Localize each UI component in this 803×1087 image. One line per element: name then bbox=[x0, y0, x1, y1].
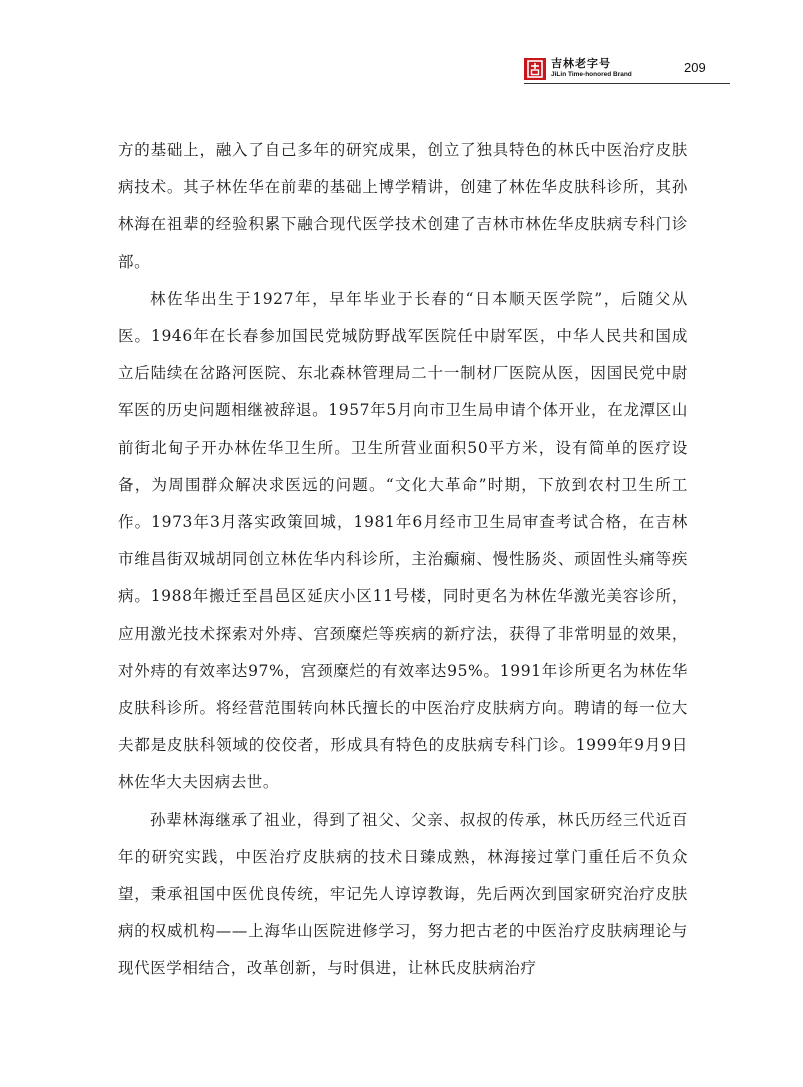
brand-name bbox=[551, 58, 661, 79]
brand-name-english: JiLin Time-honored Brand bbox=[551, 71, 632, 78]
seal-logo-icon bbox=[524, 58, 546, 80]
header-rule bbox=[524, 83, 730, 84]
paragraph-1: 方的基础上，融入了自己多年的研究成果，创立了独具特色的林氏中医治疗皮肤病技术。其子林佐华在前辈的基础上博学精讲，创建了林佐华皮肤科诊所，其孙林海在祖辈的经验积累下融合现代医学技术创建了吉林市林佐华皮肤病专科门诊部。 bbox=[118, 141, 688, 271]
body-text bbox=[118, 132, 688, 988]
paragraph-2: 林佐华出生于1927年，早年毕业于长春的“日本顺天医学院”，后随父从医。1946年在长春参加国民党城防野战军医院任中尉军医，中华人民共和国成立后陆续在岔路河医院、东北森林管理局二十一制材厂医院从医，因国民党中尉军医的历史问题相继被辞退。1957年5月向市卫生局申请个体开业，在龙潭区山前街北甸子开办林佐华卫生所。卫生所营业面积50平方米，设有简单的医疗设备，为周围群众解决求医远的问题。“文化大革命”时期，下放到农村卫生所工作。1973年3月落实政策回城，1981年6月经市卫生局审查考试合格，在吉林市维昌街双城胡同创立林佐华内科诊所，主治癫痫、慢性肠炎、顽固性头痛等疾病。1988年搬迁至昌邑区延庆小区11号楼，同时更名为林佐华激光美容诊所，应用激光技术探索对外痔、宫颈糜烂等疾病的新疗法，获得了非常明显的效果，对外痔的有效率达97%，宫颈糜烂的有效率达95%。1991年诊所更名为林佐华皮肤科诊所。将经营范围转向林氏擅长的中医治疗皮肤病方向。聘请的每一位大夫都是皮肤科领域的佼佼者，形成具有特色的皮肤病专科门诊。1999年9月9日林佐华大夫因病去世。 bbox=[118, 289, 688, 792]
paragraph-3: 孙辈林海继承了祖业，得到了祖父、父亲、叔叔的传承，林氏历经三代近百年的研究实践，中医治疗皮肤病的技术日臻成熟，林海接过掌门重任后不负众望，秉承祖国中医优良传统，牢记先人谆谆教诲，先后两次到国家研究治疗皮肤病的权威机构——上海华山医院进修学习，努力把古老的中医治疗皮肤病理论与现代医学相结合，改革创新，与时俱进，让林氏皮肤病治疗 bbox=[118, 810, 688, 978]
running-header bbox=[524, 56, 764, 86]
brand-name-chinese: 吉林老字号 bbox=[551, 57, 611, 70]
page-number: 209 bbox=[684, 60, 706, 75]
